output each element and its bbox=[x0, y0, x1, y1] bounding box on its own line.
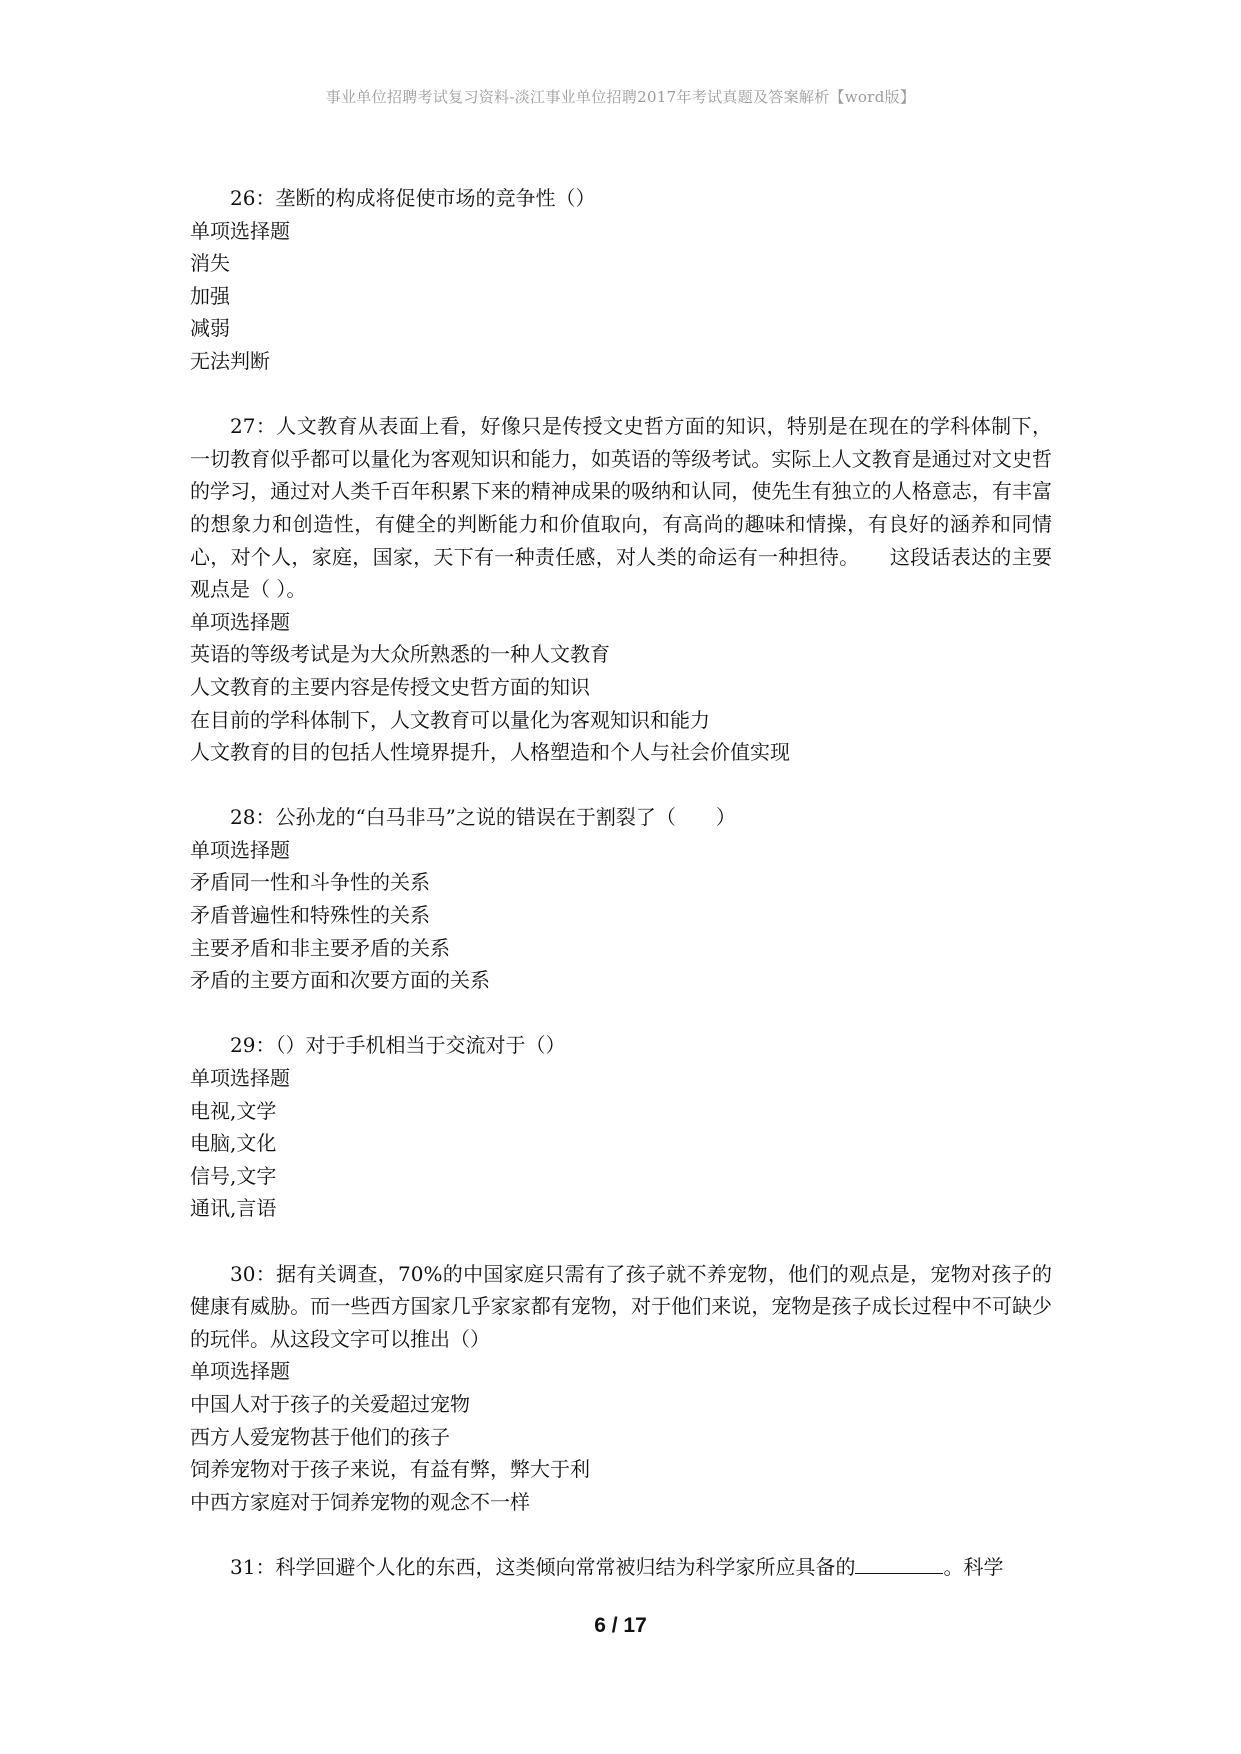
option-a: 消失 bbox=[190, 251, 230, 276]
question-type: 单项选择题 bbox=[190, 1359, 290, 1384]
stem-text-after-blank: 。科学 bbox=[943, 1554, 1004, 1579]
question-27 bbox=[190, 410, 1052, 769]
option-a: 英语的等级考试是为大众所熟悉的一种人文教育 bbox=[190, 642, 610, 667]
option-c: 主要矛盾和非主要矛盾的关系 bbox=[190, 935, 450, 960]
option-d: 无法判断 bbox=[190, 348, 270, 373]
question-26 bbox=[190, 182, 1052, 378]
question-stem: 30：据有关调查，70%的中国家庭只需有了孩子就不养宠物，他们的观点是，宠物对孩子的健康有威胁。而一些西方国家几乎家家都有宠物，对于他们来说，宠物是孩子成长过程中不可缺少的玩伴。从这段文字可以推出（） bbox=[190, 1261, 1052, 1351]
page-header: 事业单位招聘考试复习资料-淡江事业单位招聘2017年考试真题及答案解析【word版】 bbox=[325, 88, 916, 106]
document-body bbox=[190, 182, 1052, 1616]
question-type: 单项选择题 bbox=[190, 837, 290, 862]
option-c: 饲养宠物对于孩子来说，有益有弊，弊大于利 bbox=[190, 1457, 590, 1482]
question-type: 单项选择题 bbox=[190, 609, 290, 634]
option-c: 信号,文字 bbox=[190, 1163, 277, 1188]
option-a: 电视,文学 bbox=[190, 1098, 277, 1123]
option-d: 人文教育的目的包括人性境界提升，人格塑造和个人与社会价值实现 bbox=[190, 740, 790, 765]
question-stem: 28：公孙龙的“白马非马”之说的错误在于割裂了（ ） bbox=[230, 805, 736, 830]
option-c: 减弱 bbox=[190, 316, 230, 341]
option-b: 电脑,文化 bbox=[190, 1131, 277, 1156]
option-b: 矛盾普遍性和特殊性的关系 bbox=[190, 903, 430, 928]
stem-text-before-blank: 31：科学回避个人化的东西，这类倾向常常被归结为科学家所应具备的 bbox=[230, 1554, 856, 1579]
fill-in-blank bbox=[855, 1553, 943, 1574]
option-b: 西方人爱宠物甚于他们的孩子 bbox=[190, 1424, 450, 1449]
question-stem: 27：人文教育从表面上看，好像只是传授文史哲方面的知识，特别是在现在的学科体制下，一切教育似乎都可以量化为客观知识和能力，如英语的等级考试。实际上人文教育是通过对文史哲的学习，通过对人类千百年积累下来的精神成果的吸纳和认同，使先生有独立的人格意志，有丰富的想象力和创造性，有健全的判断能力和价值取向，有高尚的趣味和情操，有良好的涵养和同情心，对个人，家庭，国家，天下有一种责任感，对人类的命运有一种担待。 这段话表达的主要观点是（ ）。 bbox=[190, 414, 1052, 602]
question-type: 单项选择题 bbox=[190, 218, 290, 243]
question-28 bbox=[190, 801, 1052, 997]
option-a: 矛盾同一性和斗争性的关系 bbox=[190, 870, 430, 895]
question-31 bbox=[190, 1551, 1052, 1584]
option-d: 通讯,言语 bbox=[190, 1196, 277, 1221]
question-stem: 26：垄断的构成将促使市场的竞争性（） bbox=[230, 186, 596, 210]
question-type: 单项选择题 bbox=[190, 1066, 290, 1091]
question-30 bbox=[190, 1258, 1052, 1519]
question-stem bbox=[190, 1551, 1052, 1584]
option-c: 在目前的学科体制下，人文教育可以量化为客观知识和能力 bbox=[190, 707, 710, 732]
option-d: 中西方家庭对于饲养宠物的观念不一样 bbox=[190, 1489, 530, 1514]
question-stem: 29：（）对于手机相当于交流对于（） bbox=[230, 1033, 566, 1058]
page-number: 6 / 17 bbox=[594, 1614, 647, 1637]
question-29 bbox=[190, 1029, 1052, 1225]
option-b: 加强 bbox=[190, 283, 230, 308]
option-b: 人文教育的主要内容是传授文史哲方面的知识 bbox=[190, 674, 590, 699]
option-a: 中国人对于孩子的关爱超过宠物 bbox=[190, 1391, 470, 1416]
option-d: 矛盾的主要方面和次要方面的关系 bbox=[190, 968, 490, 993]
